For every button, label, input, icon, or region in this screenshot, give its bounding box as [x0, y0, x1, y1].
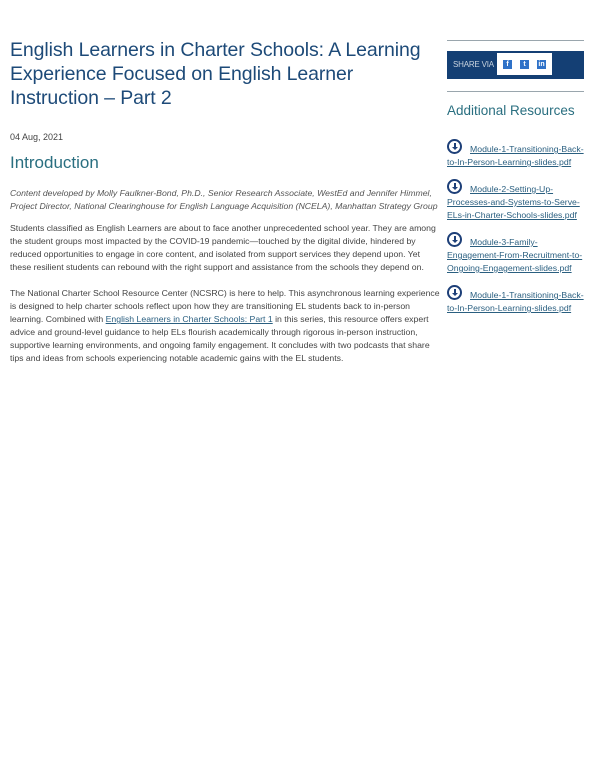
facebook-icon[interactable]: f	[503, 60, 512, 69]
download-icon[interactable]	[447, 285, 462, 300]
article	[10, 38, 440, 374]
paragraph-text: The National Charter School Resource Center (NCSRC) is here to help. This asynchronous learning experience is designed to help charter schools reflect upon how they are transitioning EL students back to in-person learning. Combined with	[10, 288, 440, 325]
resource-item	[447, 139, 584, 169]
intro-paragraph-2	[10, 287, 440, 365]
resources-title: Additional Resources	[447, 103, 575, 118]
resource-link[interactable]: Module-3-Family-Engagement-From-Recruitment-to-Ongoing-Engagement-slides.pdf	[447, 237, 583, 273]
intro-paragraph-1: Students classified as English Learners are about to face another unprecedented school year. They are among the student groups most impacted by the COVID-19 pandemic—touched by the digital divide, hindered by reduced opportunities to engage in core content, and isolated from support services they depend upon. Yet these resilient students can rebound with the right support and assistance from the schools they depend on.	[10, 223, 436, 273]
part-1-link[interactable]: English Learners in Charter Schools: Part 1	[105, 314, 273, 325]
author-credit: Content developed by Molly Faulkner-Bond, Ph.D., Senior Research Associate, WestEd and Jennifer Himmel, Project Director, National Clearinghouse for English Language Acquisition (NCELA), Manhattan Strategy Group	[10, 188, 438, 212]
download-icon[interactable]	[447, 179, 462, 194]
publish-date: 04 Aug, 2021	[10, 132, 64, 142]
section-heading: Introduction	[10, 153, 99, 172]
download-icon[interactable]	[447, 139, 462, 154]
resources-list	[447, 139, 584, 315]
twitter-icon[interactable]: t	[520, 60, 529, 69]
sidebar	[447, 40, 584, 325]
linkedin-icon[interactable]: in	[538, 60, 545, 68]
resource-link[interactable]: Module-1-Transitioning-Back-to-In-Person-Learning-slides.pdf	[447, 144, 584, 167]
paragraph-text: in this series, this resource offers expert advice and ground-level guidance to help ELs flourish academically through rigorous in-person instruction, supportive learning environments, and ongoing family engagement. It concludes with two podcasts that share tips and ideas from schools experiencing notable academic gains with the EL students.	[10, 314, 430, 364]
divider	[447, 40, 584, 41]
page-title: English Learners in Charter Schools: A Learning Experience Focused on English Learner Instruction – Part 2	[10, 39, 421, 109]
share-label: SHARE VIA	[453, 60, 494, 69]
share-bar	[447, 51, 584, 79]
resource-item	[447, 179, 584, 222]
share-icons	[497, 53, 552, 75]
divider	[447, 91, 584, 92]
resource-link[interactable]: Module-2-Setting-Up-Processes-and-Systems-to-Serve-ELs-in-Charter-Schools-slides.pdf	[447, 184, 580, 220]
resource-item	[447, 232, 584, 275]
resource-link[interactable]: Module-1-Transitioning-Back-to-In-Person-Learning-slides.pdf	[447, 290, 584, 313]
download-icon[interactable]	[447, 232, 462, 247]
resource-item	[447, 285, 584, 315]
